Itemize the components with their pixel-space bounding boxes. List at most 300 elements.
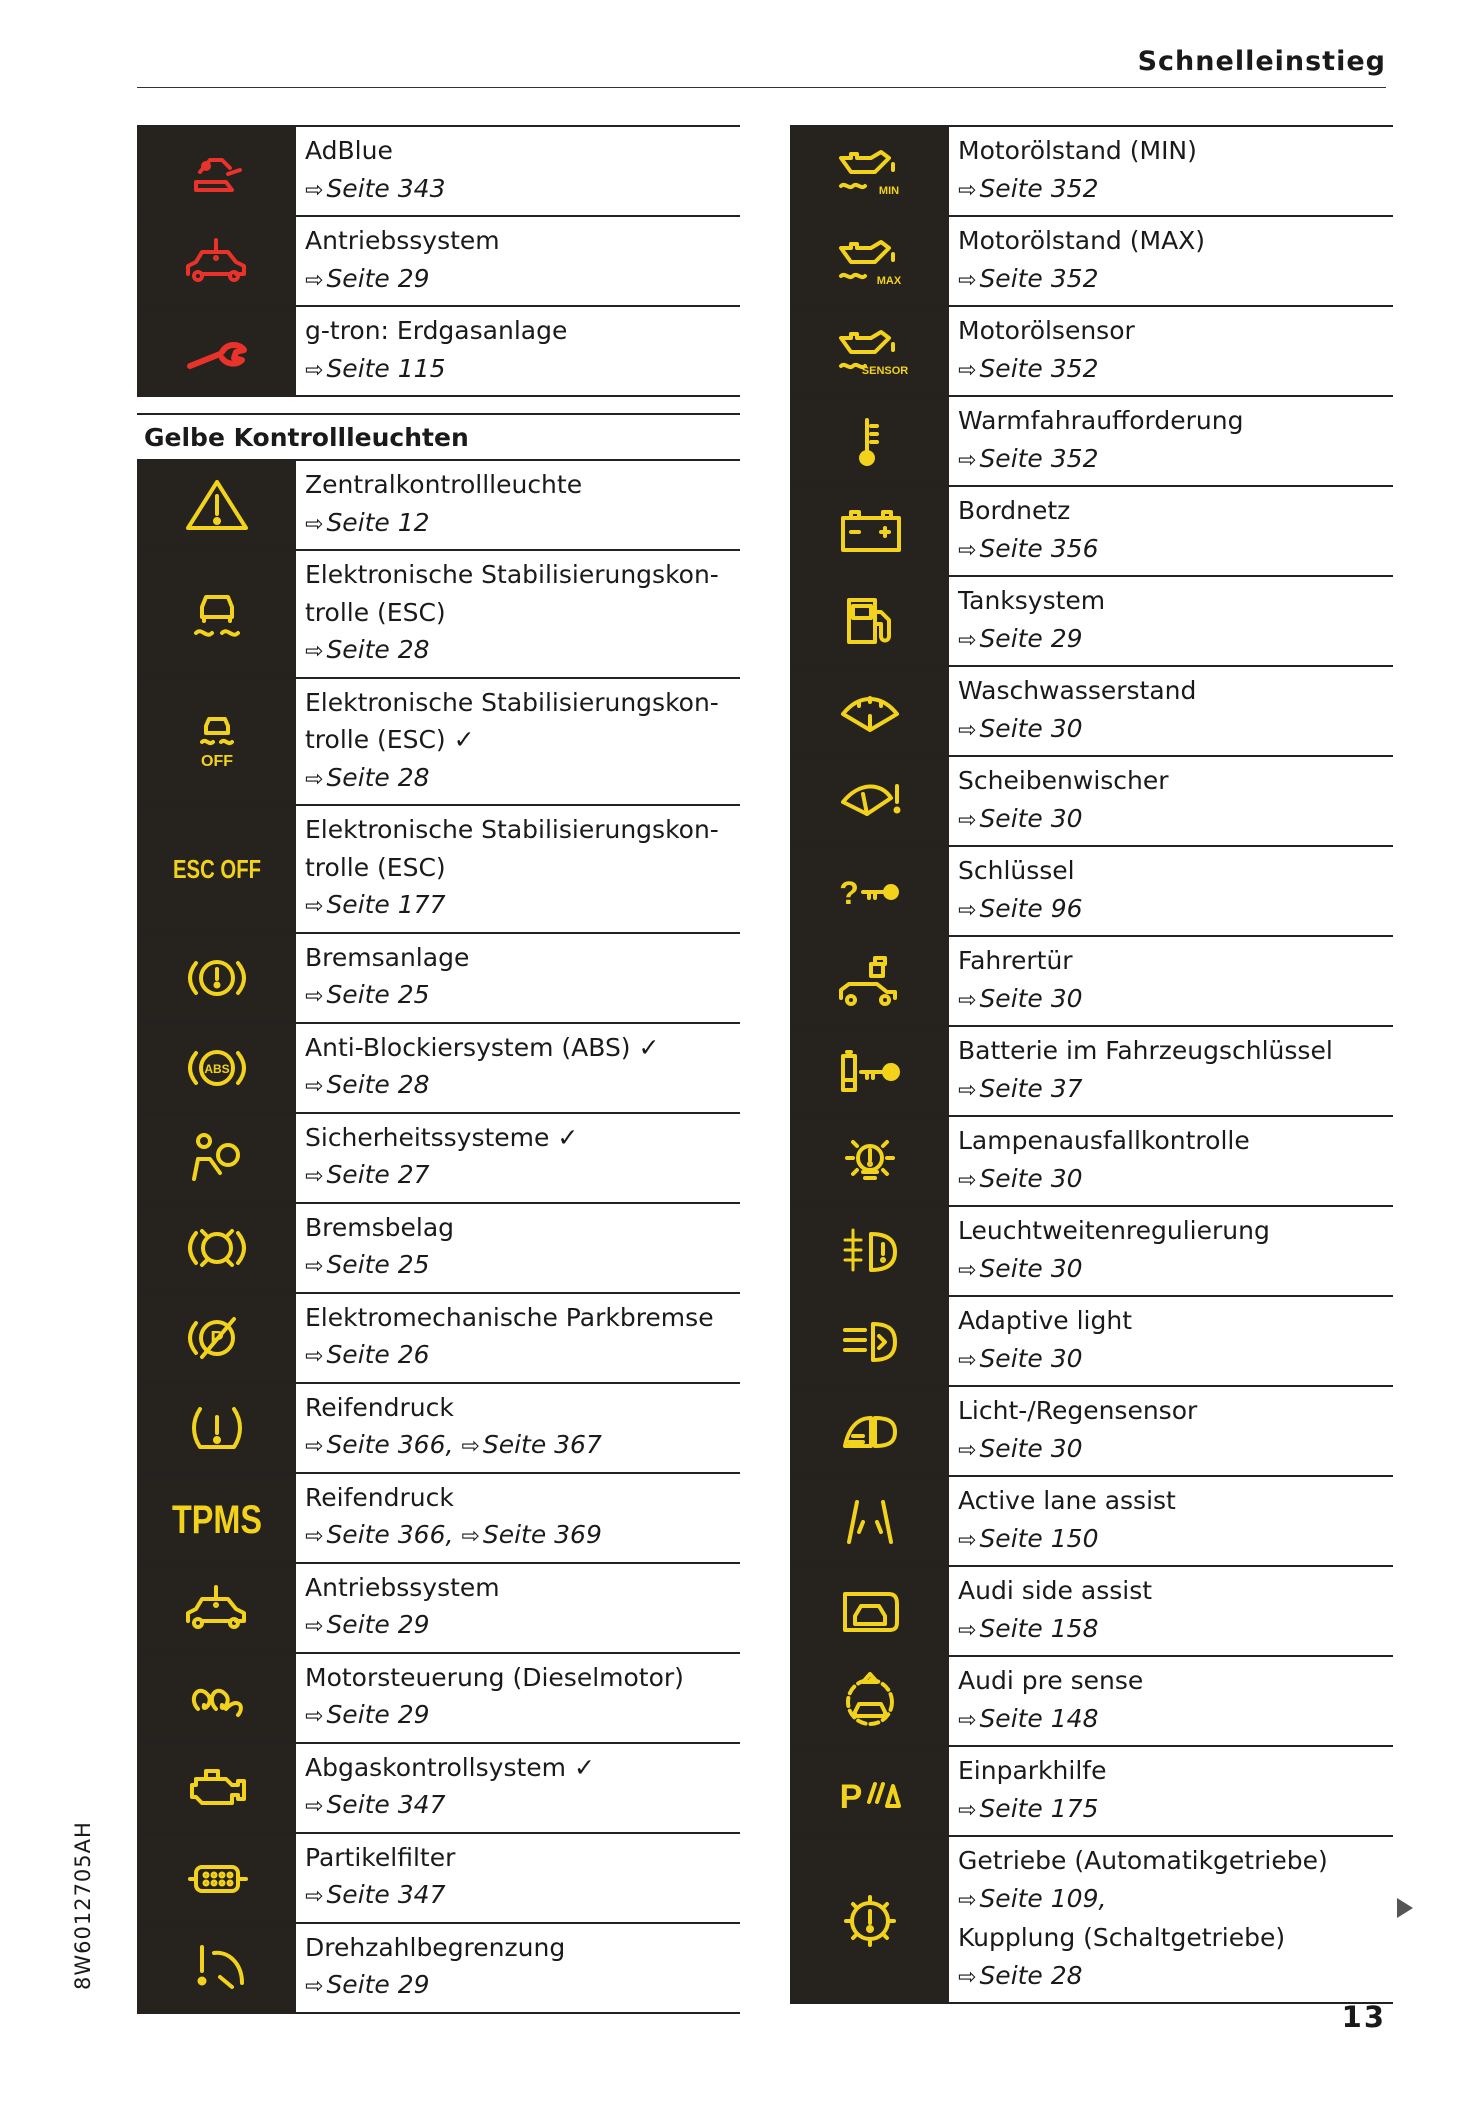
warning-light-row — [790, 755, 1393, 845]
page-reference-text: Seite 29 — [326, 1970, 430, 1999]
parking-brake-icon — [137, 1294, 296, 1382]
page-reference-text: Seite 29 — [979, 623, 1083, 653]
adblue-icon — [137, 127, 296, 215]
svg-text:OFF: OFF — [200, 753, 233, 771]
warning-light-label: Audi side assist — [958, 1576, 1153, 1605]
warning-light-text — [949, 847, 1393, 935]
esc-icon — [137, 551, 296, 677]
warning-light-label-2: trolle (ESC) — [305, 852, 446, 882]
arrow-icon: ⇨ — [305, 1704, 324, 1729]
warning-light-text — [949, 307, 1393, 395]
arrow-icon: ⇨ — [958, 897, 977, 923]
arrow-icon: ⇨ — [305, 894, 324, 919]
page-reference-text: Seite 115 — [326, 353, 446, 383]
page-reference-link[interactable] — [958, 620, 1393, 660]
page-reference-text: Seite 29 — [326, 263, 430, 293]
page-reference-text: Seite 28 — [979, 1960, 1083, 1990]
page-reference-link[interactable] — [305, 1066, 740, 1106]
page-reference-text: Seite 28 — [326, 762, 430, 792]
page-header-title: Schnelleinstieg — [1137, 46, 1386, 77]
page-reference-link[interactable] — [305, 1156, 740, 1196]
warning-triangle-icon — [137, 461, 296, 549]
page-reference-text: Seite 367 — [482, 1430, 602, 1459]
warning-light-row — [790, 1835, 1393, 2004]
page-reference-link[interactable] — [958, 1160, 1393, 1200]
gearbox-icon — [790, 1837, 949, 2002]
arrow-icon: ⇨ — [958, 1347, 977, 1373]
warning-light-row — [790, 485, 1393, 575]
warning-light-text — [949, 487, 1393, 575]
warning-light-label: Motorölsensor — [958, 316, 1135, 345]
warning-light-label: Bordnetz — [958, 496, 1071, 525]
warning-light-text — [296, 934, 740, 1022]
page-reference-link[interactable] — [958, 440, 1393, 480]
page-reference-text: Seite 25 — [326, 980, 430, 1009]
svg-text:?: ? — [838, 875, 859, 911]
page-reference-text: Seite 12 — [326, 507, 430, 537]
arrow-icon: ⇨ — [305, 1884, 324, 1909]
page-reference-link[interactable] — [958, 1520, 1393, 1560]
page-reference-text: Seite 356 — [979, 533, 1099, 563]
yellow-warning-list — [137, 459, 740, 2014]
arrow-icon: ⇨ — [305, 1074, 324, 1099]
page-reference-link[interactable] — [305, 759, 740, 799]
page-reference-link[interactable] — [958, 710, 1393, 750]
rev-limit-icon — [137, 1924, 296, 2012]
warning-light-text — [296, 1204, 740, 1292]
page-reference-link[interactable] — [305, 1426, 740, 1466]
warning-light-text — [949, 1747, 1393, 1835]
page-reference-text: Seite 366, — [326, 1520, 454, 1549]
warning-light-row — [790, 1475, 1393, 1565]
warning-light-label: Tanksystem — [958, 586, 1106, 615]
warning-light-row — [790, 845, 1393, 935]
header-rule — [137, 87, 1386, 88]
warning-light-row — [790, 125, 1393, 215]
warning-light-text — [949, 1477, 1393, 1565]
arrow-icon: ⇨ — [461, 1434, 480, 1459]
page-reference-link[interactable] — [958, 980, 1393, 1020]
page-reference-text: Seite 175 — [979, 1793, 1099, 1823]
warning-light-label: g-tron: Erdgasanlage — [305, 316, 568, 345]
oil-sensor-icon — [790, 307, 949, 395]
warning-light-row — [137, 215, 740, 305]
warning-light-label: Drehzahlbegrenzung — [305, 1932, 566, 1962]
thermometer-icon — [790, 397, 949, 485]
warning-light-label-2: trolle (ESC) ✓ — [305, 725, 475, 754]
svg-text:P: P — [209, 1327, 224, 1350]
page-reference-link[interactable] — [305, 504, 740, 544]
warning-light-row — [137, 1742, 740, 1832]
warning-light-row — [790, 1565, 1393, 1655]
driver-door-icon — [790, 937, 949, 1025]
warning-light-label: Bremsbelag — [305, 1212, 455, 1242]
wiper-icon — [790, 757, 949, 845]
oil-level-max-icon — [790, 217, 949, 305]
warning-light-text — [296, 307, 740, 395]
document-code: 8W6012705AH — [71, 1821, 95, 1990]
warning-light-row — [790, 1025, 1393, 1115]
wrench-icon — [137, 307, 296, 395]
bulb-failure-icon — [790, 1117, 949, 1205]
warning-light-text — [296, 679, 740, 805]
arrow-icon: ⇨ — [305, 1974, 324, 1999]
page-reference-link[interactable] — [305, 260, 740, 300]
warning-light-text — [949, 577, 1393, 665]
headlight-range-icon — [790, 1207, 949, 1295]
warning-light-row — [790, 305, 1393, 395]
warning-light-label: Leuchtweitenregulierung — [958, 1216, 1270, 1245]
right-warning-list — [790, 125, 1393, 2004]
page-reference-link[interactable] — [305, 976, 740, 1016]
page-reference-text: Seite 343 — [326, 173, 446, 203]
page-reference-link[interactable] — [958, 1790, 1393, 1830]
warning-light-row — [790, 1385, 1393, 1475]
arrow-icon: ⇨ — [958, 807, 977, 833]
warning-light-row — [790, 215, 1393, 305]
page-reference-link[interactable] — [958, 350, 1393, 390]
warning-light-text — [949, 217, 1393, 305]
page-reference-text: Seite 27 — [326, 1160, 430, 1189]
abs-icon — [137, 1024, 296, 1112]
pre-sense-icon — [790, 1657, 949, 1745]
page-reference-link[interactable] — [305, 1336, 740, 1376]
page-reference-text: Seite 352 — [979, 353, 1099, 383]
warning-light-row — [790, 1205, 1393, 1295]
warning-light-label: Elektronische Stabilisierungskon- — [305, 560, 719, 589]
warning-light-text — [296, 1024, 740, 1112]
arrow-icon: ⇨ — [305, 357, 324, 383]
battery-icon — [790, 487, 949, 575]
warning-light-text — [296, 1114, 740, 1202]
page-reference-link[interactable] — [958, 170, 1393, 210]
warning-light-row — [137, 1112, 740, 1202]
arrow-icon: ⇨ — [305, 511, 324, 537]
warning-light-row — [790, 665, 1393, 755]
warning-light-label-2: Kupplung (Schaltgetriebe) — [958, 1923, 1286, 1952]
page-reference-text: Seite 29 — [326, 1700, 430, 1729]
page-reference-link[interactable] — [958, 1070, 1393, 1110]
warning-light-row — [790, 395, 1393, 485]
page-reference-link[interactable] — [958, 1610, 1393, 1650]
page-reference-text: Seite 158 — [979, 1613, 1099, 1643]
warning-light-row — [137, 1292, 740, 1382]
page-reference-link[interactable] — [958, 890, 1393, 930]
arrow-icon: ⇨ — [305, 1614, 324, 1639]
warning-light-text — [296, 1384, 740, 1472]
particle-filter-icon — [137, 1834, 296, 1922]
arrow-icon: ⇨ — [305, 1344, 324, 1369]
page-reference-link[interactable] — [305, 1696, 740, 1736]
page-reference-text: Seite 30 — [979, 713, 1083, 743]
car-warning-icon — [137, 217, 296, 305]
svg-text:P: P — [839, 1778, 862, 1816]
fuel-pump-icon — [790, 577, 949, 665]
arrow-icon: ⇨ — [958, 1077, 977, 1103]
next-page-arrow-icon — [1397, 1898, 1413, 1918]
arrow-icon: ⇨ — [958, 1797, 977, 1823]
warning-light-row — [137, 305, 740, 397]
light-rain-sensor-icon — [790, 1387, 949, 1475]
warning-light-label: Einparkhilfe — [958, 1756, 1107, 1785]
warning-light-label: Elektromechanische Parkbremse — [305, 1302, 714, 1332]
esc-off-icon — [137, 679, 296, 805]
warning-light-label: Bremsanlage — [305, 942, 470, 972]
warning-light-row — [137, 125, 740, 215]
warning-light-label: Antriebssystem — [305, 226, 500, 255]
warning-light-row — [790, 575, 1393, 665]
page-reference-link[interactable] — [958, 1340, 1393, 1380]
warning-light-text — [296, 1924, 740, 2012]
page-reference-link[interactable] — [305, 1516, 740, 1556]
left-column — [137, 125, 740, 2014]
warning-light-label: Antriebssystem — [305, 1572, 500, 1602]
warning-light-label: Sicherheitssysteme ✓ — [305, 1122, 579, 1152]
page-reference-text: Seite 37 — [979, 1073, 1083, 1103]
arrow-icon: ⇨ — [305, 1524, 324, 1549]
page-reference-link[interactable] — [958, 1700, 1393, 1740]
page-reference-text: Seite 148 — [979, 1703, 1099, 1733]
page-reference-link[interactable] — [305, 631, 740, 671]
warning-light-row — [137, 1832, 740, 1922]
warning-light-text — [296, 551, 740, 677]
tire-pressure-icon — [137, 1384, 296, 1472]
oil-level-min-icon — [790, 127, 949, 215]
page-reference-link[interactable] — [305, 1606, 740, 1646]
washer-fluid-icon — [790, 667, 949, 755]
page-reference-text: Seite 109, — [979, 1883, 1107, 1913]
page-reference-text: Seite 25 — [326, 1250, 430, 1279]
car-warning-icon — [137, 1564, 296, 1652]
warning-light-row — [137, 1202, 740, 1292]
arrow-icon: ⇨ — [305, 1254, 324, 1279]
arrow-icon: ⇨ — [958, 1964, 977, 1990]
warning-light-row — [137, 549, 740, 677]
warning-light-text — [949, 667, 1393, 755]
warning-light-label: Motorsteuerung (Dieselmotor) — [305, 1662, 684, 1692]
warning-light-text — [949, 937, 1393, 1025]
warning-light-text — [949, 1027, 1393, 1115]
warning-light-label-2: trolle (ESC) — [305, 597, 446, 627]
warning-light-row — [790, 935, 1393, 1025]
page-reference-link[interactable] — [958, 1430, 1393, 1470]
airbag-icon — [137, 1114, 296, 1202]
svg-text:SENSOR: SENSOR — [861, 365, 908, 377]
warning-light-row — [790, 1115, 1393, 1205]
warning-light-text — [296, 806, 740, 932]
svg-text:ESC OFF: ESC OFF — [172, 853, 261, 884]
warning-light-label: Anti-Blockiersystem (ABS) ✓ — [305, 1032, 660, 1062]
arrow-icon: ⇨ — [958, 627, 977, 653]
arrow-icon: ⇨ — [958, 267, 977, 293]
warning-light-label: AdBlue — [305, 136, 393, 165]
page-reference-link[interactable] — [958, 800, 1393, 840]
esc-off-text-icon — [137, 806, 296, 932]
warning-light-row — [790, 1295, 1393, 1385]
brake-system-icon — [137, 934, 296, 1022]
arrow-icon: ⇨ — [305, 766, 324, 792]
warning-light-label: Motorölstand (MAX) — [958, 226, 1206, 255]
section-title-yellow: Gelbe Kontrollleuchten — [137, 413, 740, 459]
arrow-icon: ⇨ — [305, 639, 324, 664]
warning-light-label: Fahrertür — [958, 946, 1073, 975]
warning-light-text — [296, 217, 740, 305]
page-reference-link[interactable] — [305, 350, 740, 390]
page-reference-link[interactable] — [958, 1880, 1393, 1920]
page-reference-link[interactable] — [305, 170, 740, 210]
warning-light-label: Waschwasserstand — [958, 676, 1197, 705]
page-reference-text: Seite 28 — [326, 635, 430, 664]
warning-light-row — [790, 1745, 1393, 1835]
arrow-icon: ⇨ — [958, 987, 977, 1013]
page-reference-text: Seite 30 — [979, 803, 1083, 833]
arrow-icon: ⇨ — [305, 1164, 324, 1189]
page-reference-link[interactable] — [305, 1876, 740, 1916]
page-reference-text: Seite 29 — [326, 1610, 430, 1639]
warning-light-label: Getriebe (Automatikgetriebe) — [958, 1846, 1328, 1875]
warning-light-text — [949, 1117, 1393, 1205]
arrow-icon: ⇨ — [305, 984, 324, 1009]
warning-light-label: Elektronische Stabilisierungskon- — [305, 815, 719, 844]
warning-light-label: Scheibenwischer — [958, 766, 1169, 795]
glow-plug-icon — [137, 1654, 296, 1742]
page-reference-text: Seite 347 — [326, 1790, 446, 1819]
page-reference-text: Seite 369 — [482, 1520, 602, 1549]
arrow-icon: ⇨ — [958, 1707, 977, 1733]
arrow-icon: ⇨ — [958, 1617, 977, 1643]
warning-light-text — [296, 1474, 740, 1562]
page-reference-text: Seite 26 — [326, 1340, 430, 1369]
arrow-icon: ⇨ — [958, 357, 977, 383]
warning-light-text — [296, 461, 740, 549]
page-reference-text: Seite 30 — [979, 983, 1083, 1013]
warning-light-text — [949, 757, 1393, 845]
key-question-icon — [790, 847, 949, 935]
adaptive-light-icon — [790, 1297, 949, 1385]
warning-light-row — [137, 932, 740, 1022]
warning-light-text — [296, 1744, 740, 1832]
warning-light-label: Audi pre sense — [958, 1666, 1144, 1695]
park-assist-icon — [790, 1747, 949, 1835]
arrow-icon: ⇨ — [958, 447, 977, 473]
engine-icon — [137, 1744, 296, 1832]
key-battery-icon — [790, 1027, 949, 1115]
page-reference-link[interactable] — [958, 260, 1393, 300]
page-number: 13 — [1341, 2000, 1386, 2034]
warning-light-text — [296, 1564, 740, 1652]
warning-light-text — [949, 1387, 1393, 1475]
arrow-icon: ⇨ — [958, 1437, 977, 1463]
warning-light-row — [137, 677, 740, 805]
red-warning-list — [137, 125, 740, 397]
page-reference-text: Seite 177 — [326, 890, 446, 919]
page-reference-text: Seite 96 — [979, 893, 1083, 923]
warning-light-text — [949, 397, 1393, 485]
arrow-icon: ⇨ — [958, 177, 977, 203]
arrow-icon: ⇨ — [305, 1794, 324, 1819]
warning-light-text — [949, 1297, 1393, 1385]
warning-light-text — [949, 1657, 1393, 1745]
page-reference-text: Seite 352 — [979, 263, 1099, 293]
warning-light-label: Elektronische Stabilisierungskon- — [305, 687, 719, 717]
warning-light-row — [137, 1922, 740, 2014]
page-reference-link[interactable] — [305, 1966, 740, 2006]
arrow-icon: ⇨ — [461, 1524, 480, 1549]
page-reference-text: Seite 30 — [979, 1253, 1083, 1283]
arrow-icon: ⇨ — [958, 1887, 977, 1913]
warning-light-row — [790, 1655, 1393, 1745]
page-reference-text: Seite 347 — [326, 1880, 446, 1909]
warning-light-label: Schlüssel — [958, 856, 1075, 885]
warning-light-row — [137, 1652, 740, 1742]
page-reference-link[interactable] — [305, 1246, 740, 1286]
warning-light-row — [137, 1022, 740, 1112]
warning-light-label: Lampenausfallkontrolle — [958, 1126, 1250, 1155]
warning-light-label: Reifendruck — [305, 1482, 454, 1512]
warning-light-row — [137, 459, 740, 549]
warning-light-text — [296, 1654, 740, 1742]
warning-light-row — [137, 1382, 740, 1472]
page-reference-link[interactable] — [958, 1957, 1393, 1997]
warning-light-label: Batterie im Fahrzeugschlüssel — [958, 1036, 1333, 1065]
warning-light-row — [137, 1472, 740, 1562]
arrow-icon: ⇨ — [305, 267, 324, 293]
page-reference-text: Seite 352 — [979, 443, 1099, 473]
warning-light-label: Warmfahraufforderung — [958, 406, 1244, 435]
warning-light-text — [949, 127, 1393, 215]
page-reference-link[interactable] — [958, 1250, 1393, 1290]
warning-light-label: Active lane assist — [958, 1486, 1176, 1515]
page-reference-link[interactable] — [305, 1786, 740, 1826]
svg-text:MAX: MAX — [876, 275, 901, 287]
warning-light-label: Partikelfilter — [305, 1842, 456, 1872]
warning-light-label: Abgaskontrollsystem ✓ — [305, 1752, 595, 1782]
arrow-icon: ⇨ — [958, 717, 977, 743]
warning-light-label: Zentralkontrollleuchte — [305, 470, 583, 499]
arrow-icon: ⇨ — [305, 177, 324, 203]
svg-text:MIN: MIN — [878, 185, 899, 197]
page-reference-text: Seite 30 — [979, 1163, 1083, 1193]
right-column — [790, 125, 1393, 2004]
page-reference-text: Seite 366, — [326, 1430, 454, 1459]
warning-light-label: Motorölstand (MIN) — [958, 136, 1197, 165]
svg-text:TPMS: TPMS — [171, 1497, 262, 1542]
page-reference-text: Seite 30 — [979, 1433, 1083, 1463]
arrow-icon: ⇨ — [958, 1527, 977, 1553]
side-assist-icon — [790, 1567, 949, 1655]
warning-light-text — [949, 1207, 1393, 1295]
warning-light-label: Adaptive light — [958, 1306, 1132, 1335]
warning-light-text — [949, 1567, 1393, 1655]
warning-light-row — [137, 804, 740, 932]
arrow-icon: ⇨ — [958, 537, 977, 563]
svg-text:ABS: ABS — [203, 1061, 230, 1076]
page-reference-link[interactable] — [305, 886, 740, 926]
page-reference-link[interactable] — [958, 530, 1393, 570]
warning-light-text — [296, 1834, 740, 1922]
arrow-icon: ⇨ — [958, 1257, 977, 1283]
page-reference-text: Seite 30 — [979, 1343, 1083, 1373]
brake-pad-icon — [137, 1204, 296, 1292]
lane-assist-icon — [790, 1477, 949, 1565]
warning-light-row — [137, 1562, 740, 1652]
warning-light-text — [296, 127, 740, 215]
warning-light-label: Reifendruck — [305, 1392, 454, 1422]
arrow-icon: ⇨ — [305, 1434, 324, 1459]
warning-light-text — [949, 1837, 1393, 2002]
page-reference-text: Seite 28 — [326, 1070, 430, 1099]
arrow-icon: ⇨ — [958, 1167, 977, 1193]
